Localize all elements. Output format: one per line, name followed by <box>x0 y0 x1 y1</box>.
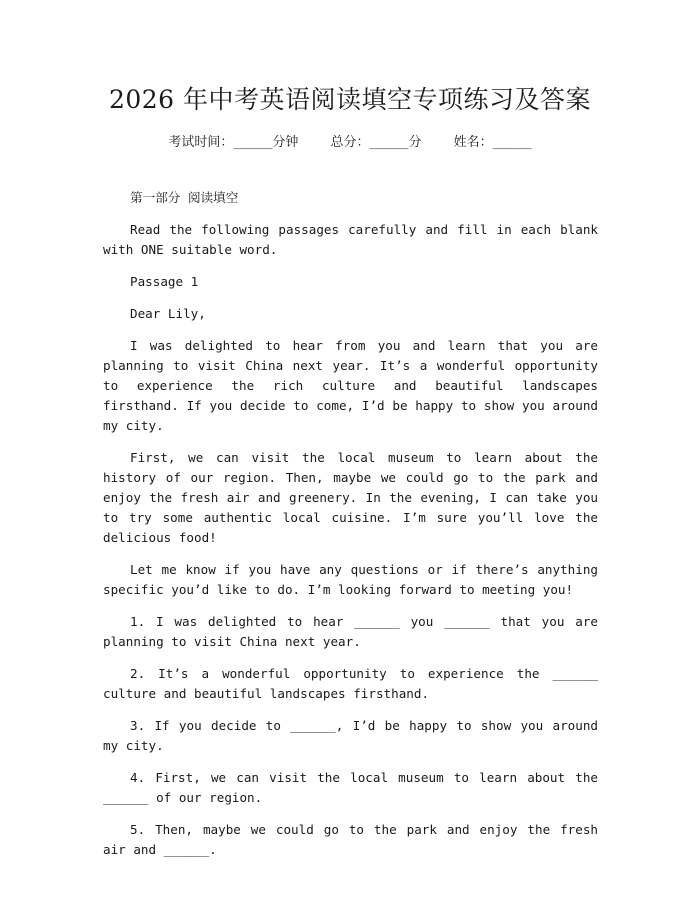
letter-greeting: Dear Lily, <box>130 306 206 321</box>
student-name-field: 姓名：______ <box>453 135 532 150</box>
section-heading: 第一部分 阅读填空 <box>130 190 239 205</box>
question-item: 5. Then, maybe we could go to the park and enjoy the fresh air and ______. <box>103 822 598 857</box>
exam-meta <box>0 131 700 150</box>
question-item: 3. If you decide to ______, I’d be happy to show you around my city. <box>103 718 598 753</box>
page-title: 2026 年中考英语阅读填空专项练习及答案 <box>108 85 592 114</box>
instructions: Read the following passages carefully and fill in each blank with ONE suitable word. <box>103 222 598 257</box>
letter-paragraph: First, we can visit the local museum to learn about the history of our region. Then, maybe we could go to the park and enjoy the fresh air and greenery. In the evening, I can take you to try some authentic local cuisine. I’m sure you’ll love the delicious food! <box>103 450 598 545</box>
question-item: 1. I was delighted to hear ______ you ______ that you are planning to visit China next year. <box>103 614 598 649</box>
exam-time-field: 考试时间：______分钟 <box>168 135 299 150</box>
letter-paragraph: I was delighted to hear from you and learn that you are planning to visit China next year. It’s a wonderful opportunity to experience the rich culture and beautiful landscapes firsthand. If you decide to come, I’d be happy to show you around my city. <box>103 338 598 433</box>
total-score-field: 总分：______分 <box>330 135 422 150</box>
passage-label: Passage 1 <box>130 274 199 289</box>
letter-paragraph: Let me know if you have any questions or if there’s anything specific you’d like to do. I’m looking forward to meeting you! <box>103 562 598 597</box>
question-item: 4. First, we can visit the local museum to learn about the ______ of our region. <box>103 770 598 805</box>
question-item: 2. It’s a wonderful opportunity to experience the ______ culture and beautiful landscapes firsthand. <box>103 666 598 701</box>
document-body <box>103 188 598 872</box>
